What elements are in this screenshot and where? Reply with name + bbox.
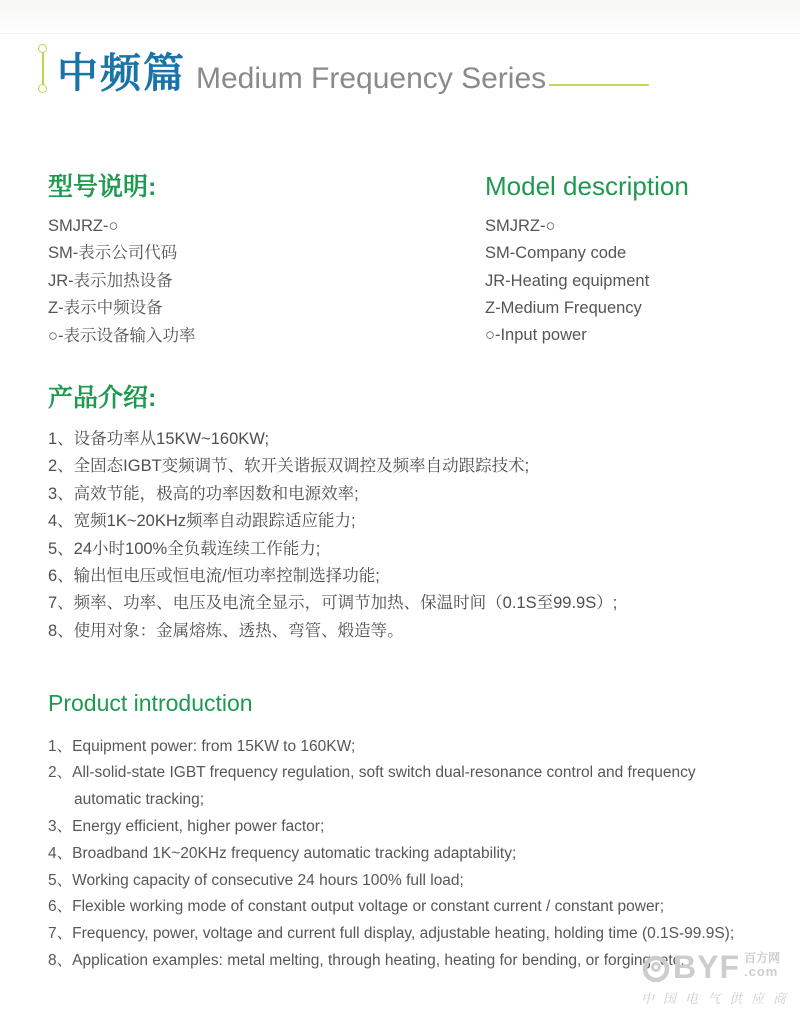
model-description-section <box>48 172 790 350</box>
intro-heading-chinese: 产品介绍: <box>48 384 157 412</box>
watermark-logo-row <box>641 949 795 985</box>
list-item: 3、高效节能，极高的功率因数和电源效率; <box>48 484 359 503</box>
page-title-chinese: 中频篇 <box>57 50 186 96</box>
watermark-tagline: 中国电气供应商 <box>640 991 795 1006</box>
list-item: 4、Broadband 1K~20KHz frequency automatic tracking adaptability; <box>48 844 517 862</box>
model-item: ○-表示设备输入功率 <box>48 326 196 345</box>
model-item: Z-表示中频设备 <box>48 299 163 318</box>
watermark-byf-text: BYF <box>672 949 740 985</box>
byf-watermark <box>640 949 795 1007</box>
list-item: 6、输出恒电压或恒电流/恒功率控制选择功能; <box>48 567 380 586</box>
product-introduction-chinese-section <box>48 383 778 645</box>
model-item: SMJRZ-○ <box>485 216 556 235</box>
accent-pin-icon <box>38 44 48 93</box>
list-item: 8、Application examples: metal melting, through heating, heating for bending, or forging, etc. <box>48 951 685 969</box>
model-item: JR-Heating equipment <box>485 271 650 290</box>
model-item: SM-表示公司代码 <box>48 244 178 263</box>
model-heading-chinese: 型号说明: <box>48 173 157 201</box>
model-description-chinese-column <box>48 172 485 350</box>
watermark-site-block <box>744 952 780 979</box>
byf-logo-icon <box>641 954 671 984</box>
list-item: 2、全固态IGBT变频调节、软开关谐振双调控及频率自动跟踪技术; <box>48 457 530 476</box>
product-introduction-english-section <box>48 690 754 975</box>
pin-line <box>42 52 44 85</box>
list-item: 8、使用对象：金属熔炼、透热、弯管、煅造等。 <box>48 621 404 640</box>
list-item: 6、Flexible working mode of constant output voltage or constant current / constant power; <box>48 898 665 916</box>
model-description-english-column <box>485 172 790 350</box>
pin-circle-bottom <box>38 84 47 93</box>
list-item: 1、Equipment power: from 15KW to 160KW; <box>48 737 356 755</box>
intro-heading-english: Product introduction <box>48 690 253 716</box>
list-item: 1、设备功率从15KW~160KW; <box>48 430 270 448</box>
list-item: 5、Working capacity of consecutive 24 hours 100% full load; <box>48 871 464 889</box>
model-item: ○-Input power <box>485 326 587 345</box>
top-band-decoration <box>0 0 800 34</box>
watermark-domain: .com <box>743 964 779 980</box>
model-item: JR-表示加热设备 <box>48 271 173 290</box>
page-header <box>38 44 649 94</box>
list-item: 5、24小时100%全负载连续工作能力; <box>48 539 321 558</box>
list-item: 2、All-solid-state IGBT frequency regulation, soft switch dual-resonance control and frequency automatic tracking; <box>48 764 696 809</box>
page-title-english: Medium Frequency Series <box>196 61 547 95</box>
list-item: 3、Energy efficient, higher power factor; <box>48 817 325 835</box>
model-item: SMJRZ-○ <box>48 217 119 235</box>
list-item: 7、频率、功率、电压及电流全显示，可调节加热、保温时间（0.1S至99.9S）; <box>48 594 618 613</box>
watermark-site-name: 百方网 <box>743 951 780 965</box>
model-item: Z-Medium Frequency <box>485 299 642 318</box>
title-underline-decoration <box>549 84 649 86</box>
list-item: 4、宽频1K~20KHz频率自动跟踪适应能力; <box>48 512 356 531</box>
model-item: SM-Company code <box>485 244 627 263</box>
list-item: 7、Frequency, power, voltage and current full display, adjustable heating, holding time (0.1S-99.9S); <box>48 925 735 943</box>
model-heading-english: Model description <box>485 171 689 201</box>
